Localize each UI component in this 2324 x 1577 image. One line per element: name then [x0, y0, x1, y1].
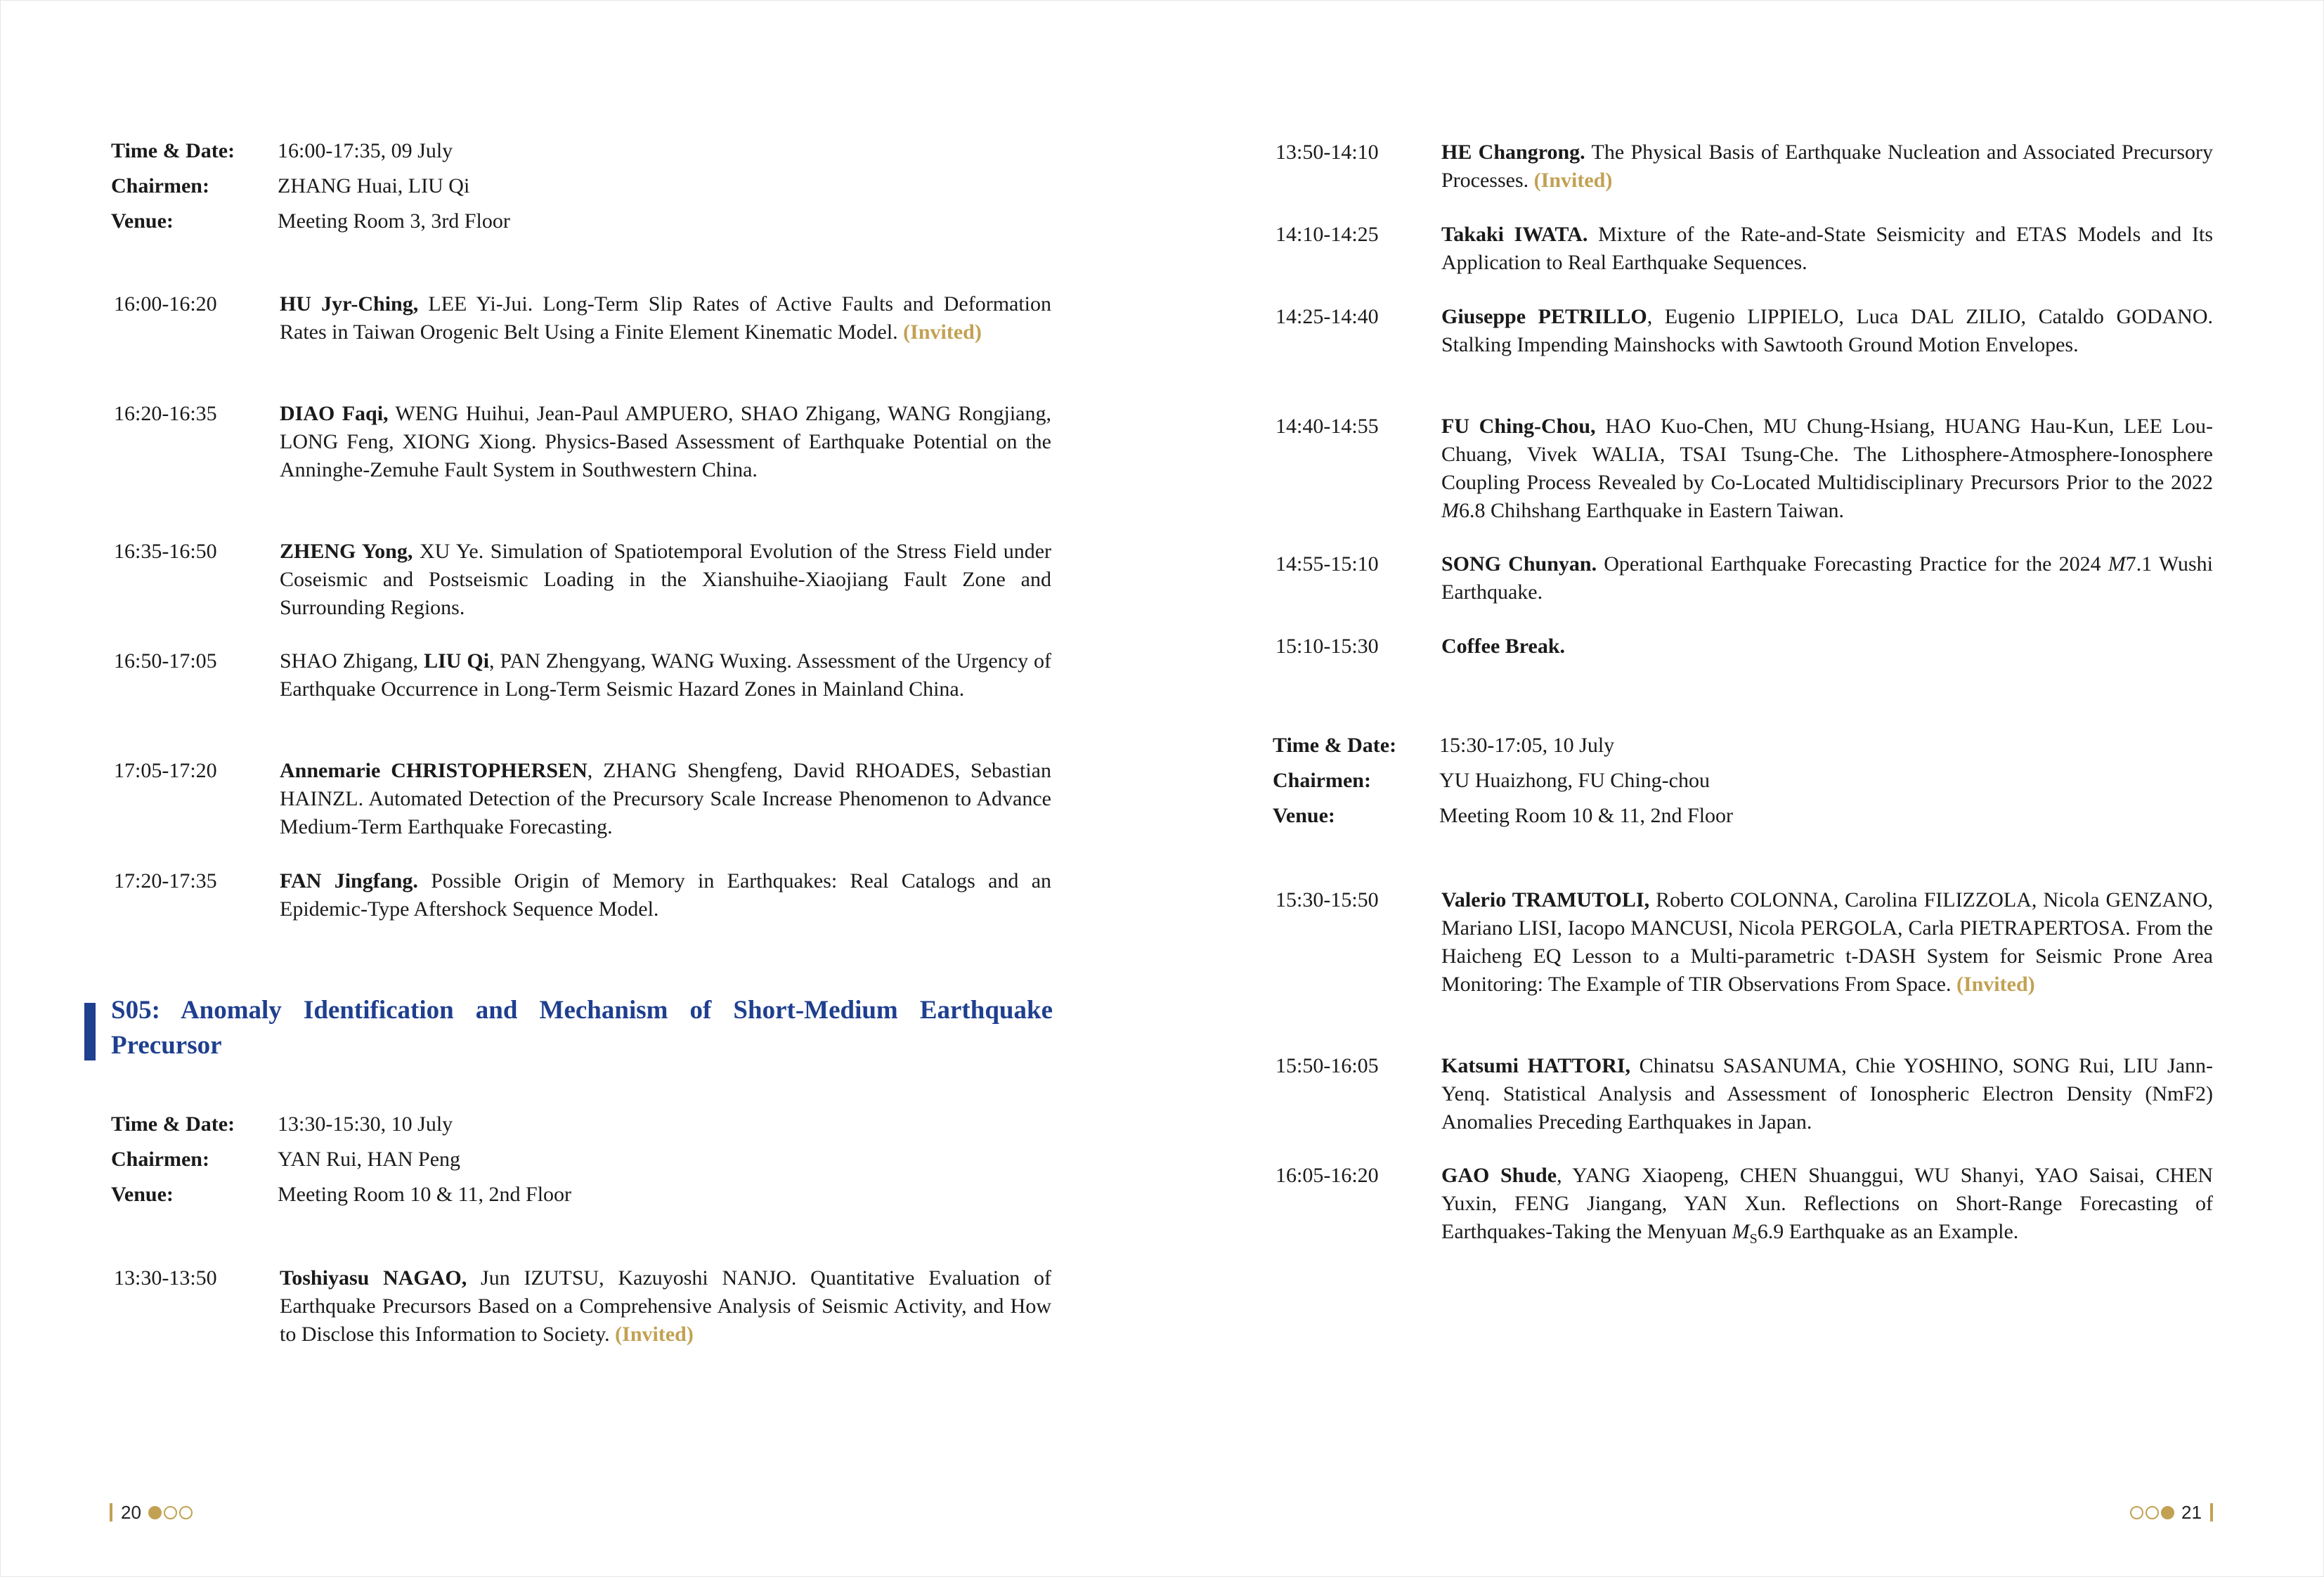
talk-text [1441, 138, 2213, 195]
talk-details: Operational Earthquake Forecasting Practice for the 2024 [1597, 552, 2108, 576]
magnitude-symbol: M [1732, 1220, 1750, 1243]
presenter-name: HE Changrong. [1441, 141, 1585, 164]
talk-text [1441, 886, 2213, 999]
talk-text [1441, 413, 2213, 525]
page-footer-right [2130, 1500, 2213, 1524]
talk-time: 15:30-15:50 [1275, 888, 1379, 911]
talk-details: XU Ye. Simulation of Spatiotemporal Evolution of the Stress Field under Coseismic and Postseismic Loading in the Xianshuihe-Xiaojiang Fault Zone and Surrounding Regions. [280, 540, 1052, 619]
session-meta-left-2 [111, 1107, 603, 1212]
presenter-name: FAN Jingfang. [280, 869, 418, 893]
session-meta-left-1 [111, 134, 603, 239]
section-title: S05: Anomaly Identification and Mechanism of Short-Medium Earthquake Precursor [111, 996, 1053, 1060]
invited-tag: (Invited) [903, 320, 982, 344]
talk-text [1441, 303, 2213, 359]
talk-time: 13:30-13:50 [114, 1266, 217, 1290]
chairmen-label: Chairmen: [111, 1148, 209, 1171]
magnitude-symbol: M [1441, 499, 1459, 522]
presenter-name: DIAO Faqi, [280, 402, 389, 425]
talk-text [1441, 221, 2213, 277]
talk-details: LEE Yi-Jui. Long-Term Slip Rates of Active Faults and Deformation Rates in Taiwan Orogenic Belt Using a Finite Element Kinematic Model. [280, 292, 1052, 344]
dot-outline-icon [2130, 1506, 2143, 1519]
talk-details: , PAN Zhengyang, WANG Wuxing. Assessment of the Urgency of Earthquake Occurrence in Long-Term Seismic Hazard Zones in Mainland China. [280, 649, 1052, 701]
talk-details: , ZHANG Shengfeng, David RHOADES, Sebastian HAINZL. Automated Detection of the Precursory Scale Increase Phenomenon to Advance Medium-Term Earthquake Forecasting. [280, 759, 1052, 838]
dot-outline-icon [179, 1506, 193, 1519]
page-number: 21 [2181, 1502, 2202, 1523]
time-date-value: 13:30-15:30, 10 July [278, 1112, 453, 1136]
talk-time: 15:50-16:05 [1275, 1054, 1379, 1077]
venue-row [1273, 798, 1765, 833]
time-date-value: 15:30-17:05, 10 July [1439, 734, 1615, 757]
venue-value: Meeting Room 3, 3rd Floor [278, 209, 510, 233]
presenter-name: Valerio TRAMUTOLI, [1441, 888, 1650, 911]
talk-time: 14:10-14:25 [1275, 223, 1379, 246]
chairmen-label: Chairmen: [1273, 769, 1371, 792]
talk-details: Mixture of the Rate-and-State Seismicity and ETAS Models and Its Application to Real Earthquake Sequences. [1441, 223, 2213, 274]
talk-details: Jun IZUTSU, Kazuyoshi NANJO. Quantitative Evaluation of Earthquake Precursors Based on a Comprehensive Analysis of Seismic Activity, and How to Disclose this Information to Society. [280, 1266, 1051, 1346]
time-date-row [111, 1107, 603, 1142]
section-marker-bar [84, 1003, 96, 1060]
presenter-name: Takaki IWATA. [1441, 223, 1588, 246]
talk-details: Chinatsu SASANUMA, Chie YOSHINO, SONG Rui, LIU Jann-Yenq. Statistical Analysis and Assessment of Ionospheric Electron Density (NmF2) Anomalies Preceding Earthquakes in Japan. [1441, 1054, 2213, 1134]
chairmen-value: YAN Rui, HAN Peng [278, 1148, 461, 1171]
chairmen-value: YU Huaizhong, FU Ching-chou [1439, 769, 1710, 792]
talk-time: 14:40-14:55 [1275, 415, 1379, 438]
talk-text [1441, 1162, 2213, 1246]
talk-time: 16:20-16:35 [114, 402, 217, 425]
talk-text [1441, 1052, 2213, 1136]
presenter-name: LIU Qi [424, 649, 490, 673]
talk-details: Roberto COLONNA, Carolina FILIZZOLA, Nicola GENZANO, Mariano LISI, Iacopo MANCUSI, Nicola PERGOLA, Carla PIETRAPERTOSA. From the Haicheng EQ Lesson to a Multi-parametric t-DASH System for Seismic Prone Area Monitoring: The Example of TIR Observations From Space. [1441, 888, 2213, 996]
page-number: 20 [121, 1502, 141, 1523]
magnitude-symbol: M [2108, 552, 2126, 576]
chairmen-label: Chairmen: [111, 174, 209, 197]
presenter-name: Giuseppe PETRILLO [1441, 305, 1647, 328]
venue-value: Meeting Room 10 & 11, 2nd Floor [1439, 804, 1734, 827]
invited-tag: (Invited) [1533, 169, 1613, 192]
time-date-row [1273, 728, 1765, 763]
talk-text [280, 757, 1051, 841]
page-footer-left [110, 1500, 193, 1524]
session-meta-right [1273, 728, 1765, 833]
talk-details-end: 6.9 Earthquake as an Example. [1757, 1220, 2019, 1243]
dot-filled-icon [148, 1506, 162, 1519]
talk-text [280, 400, 1051, 484]
dot-filled-icon [2161, 1506, 2174, 1519]
talk-details: The Physical Basis of Earthquake Nucleation and Associated Precursory Processes. [1441, 141, 2213, 192]
chairmen-row [111, 1142, 603, 1177]
talk-details-end: 7.1 Wushi Earthquake. [1441, 552, 2213, 604]
page-bar-icon [2210, 1503, 2213, 1521]
venue-label: Venue: [111, 1183, 174, 1206]
talk-text [280, 1264, 1051, 1349]
talk-details: HAO Kuo-Chen, MU Chung-Hsiang, HUANG Hau-Kun, LEE Lou-Chuang, Vivek WALIA, TSAI Tsung-Che. The Lithosphere-Atmosphere-Ionosphere Coupling Process Revealed by Co-Located Multidisciplinary Precursors Prior to the 2022 [1441, 415, 2213, 494]
talk-text [280, 867, 1051, 923]
talk-text [280, 538, 1051, 622]
presenter-name: Annemarie CHRISTOPHERSEN [280, 759, 588, 782]
time-date-row [111, 134, 603, 169]
presenter-name: SONG Chunyan. [1441, 552, 1597, 576]
talk-time: 13:50-14:10 [1275, 141, 1379, 164]
talk-time: 14:55-15:10 [1275, 552, 1379, 576]
time-date-label: Time & Date: [111, 1112, 235, 1136]
talk-authors-pre: SHAO Zhigang, [280, 649, 424, 673]
time-date-label: Time & Date: [1273, 734, 1397, 757]
talk-details: , YANG Xiaopeng, CHEN Shuanggui, WU Shanyi, YAO Saisai, CHEN Yuxin, FENG Jiangang, YAN Xun. Reflections on Short-Range Forecasting of Earthquakes-Taking the Menyuan [1441, 1164, 2214, 1243]
talk-details: , Eugenio LIPPIELO, Luca DAL ZILIO, Cataldo GODANO. Stalking Impending Mainshocks with Sawtooth Ground Motion Envelopes. [1441, 305, 2213, 356]
presenter-name: GAO Shude [1441, 1164, 1557, 1187]
talk-time: 16:00-16:20 [114, 292, 217, 316]
invited-tag: (Invited) [1956, 973, 2035, 996]
chairmen-row [111, 169, 603, 204]
talk-time: 17:20-17:35 [114, 869, 217, 893]
right-page [1162, 0, 2324, 1577]
presenter-name: Toshiyasu NAGAO, [280, 1266, 467, 1290]
presenter-name: ZHENG Yong, [280, 540, 413, 563]
time-date-label: Time & Date: [111, 139, 235, 162]
presenter-name: HU Jyr-Ching, [280, 292, 419, 316]
presenter-name: Katsumi HATTORI, [1441, 1054, 1631, 1077]
talk-text [280, 647, 1051, 703]
talk-time: 17:05-17:20 [114, 759, 217, 782]
magnitude-subscript: S [1749, 1231, 1758, 1247]
talk-time: 16:50-17:05 [114, 649, 217, 673]
time-date-value: 16:00-17:35, 09 July [278, 139, 453, 162]
chairmen-value: ZHANG Huai, LIU Qi [278, 174, 470, 197]
talk-details-end: 6.8 Chihshang Earthquake in Eastern Taiwan. [1459, 499, 1845, 522]
coffee-break-label: Coffee Break. [1441, 635, 1566, 658]
venue-value: Meeting Room 10 & 11, 2nd Floor [278, 1183, 572, 1206]
talk-time: 16:35-16:50 [114, 540, 217, 563]
invited-tag: (Invited) [615, 1323, 694, 1346]
page-bar-icon [110, 1503, 112, 1521]
talk-time: 16:05-16:20 [1275, 1164, 1379, 1187]
venue-row [111, 204, 603, 239]
venue-label: Venue: [111, 209, 174, 233]
dot-outline-icon [2146, 1506, 2159, 1519]
talk-text [1441, 550, 2213, 606]
presenter-name: FU Ching-Chou, [1441, 415, 1596, 438]
talk-time: 14:25-14:40 [1275, 305, 1379, 328]
talk-details: WENG Huihui, Jean-Paul AMPUERO, SHAO Zhigang, WANG Rongjiang, LONG Feng, XIONG Xiong. Physics-Based Assessment of Earthquake Potential on the Anninghe-Zemuhe Fault System in Southwestern China. [280, 402, 1052, 481]
dot-outline-icon [164, 1506, 177, 1519]
talk-text [280, 290, 1051, 346]
venue-label: Venue: [1273, 804, 1335, 827]
chairmen-row [1273, 763, 1765, 798]
talk-time: 15:10-15:30 [1275, 635, 1379, 658]
talk-details: Possible Origin of Memory in Earthquakes: Real Catalogs and an Epidemic-Type Aftershock Sequence Model. [280, 869, 1052, 921]
talk-text [1441, 632, 2213, 661]
venue-row [111, 1177, 603, 1212]
